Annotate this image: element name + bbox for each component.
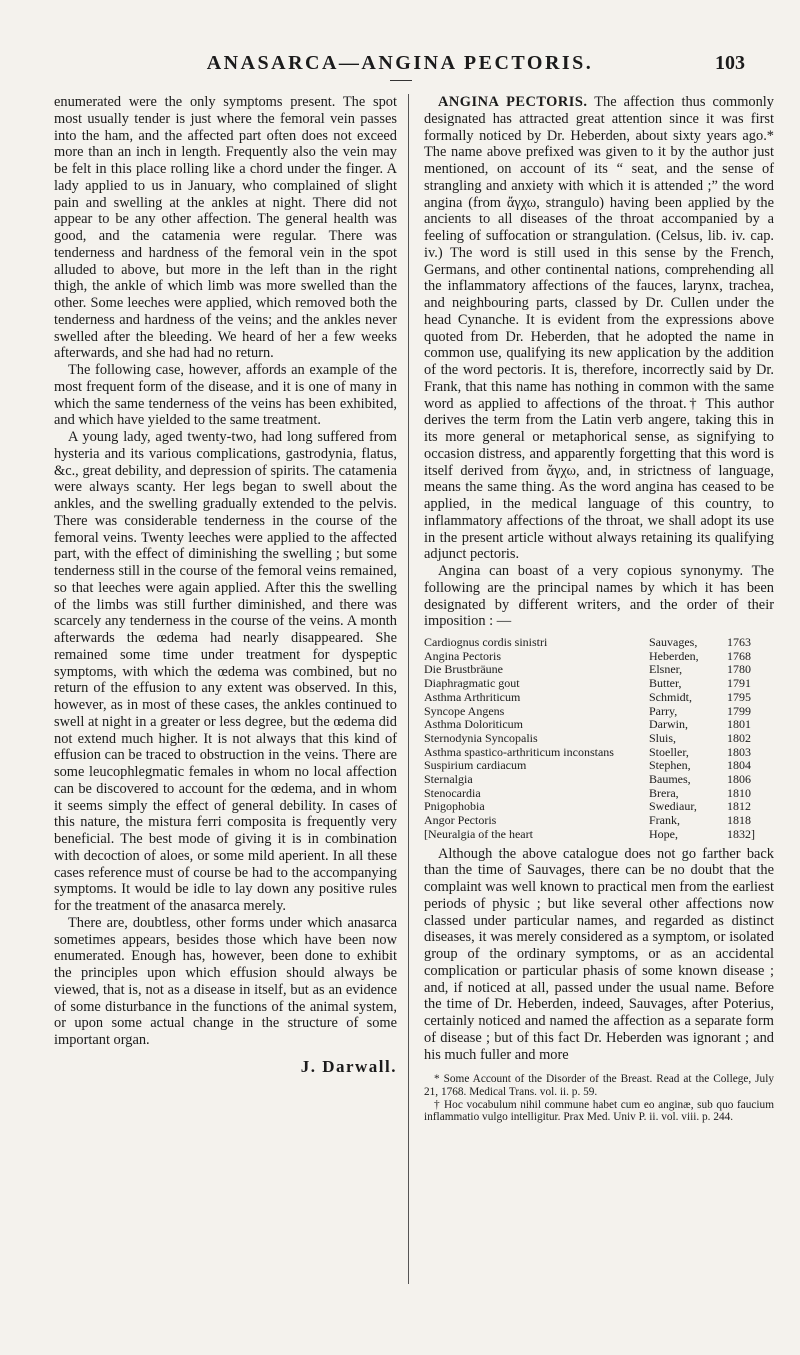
synonym-row (424, 759, 774, 773)
synonym-author: Swediaur, (649, 799, 697, 814)
page-header (0, 52, 800, 82)
running-head: ANASARCA—ANGINA PECTORIS. (206, 52, 594, 74)
synonym-year: 1791 (727, 676, 751, 691)
closing-paragraph: Although the above catalogue does not go farther back than the time of Sauvages, there can be no doubt that the complaint was well known to practical men from the earliest periods of physic ; but like several other affections now classed under particular names, and regarded as distinct diseases, it was merely considered as a symptom, or isolated group of the ordinary symptoms, or as an accidental complication or particular phasis of some known disease ; and, if noticed at all, passed under the usual name. Before the time of Dr. Heberden, indeed, Sauvages, after Poterius, certainly noticed and named the affection as a separate form of disease ; but of this fact Dr. Heberden was ignorant ; and his much fuller and more (424, 845, 774, 1063)
synonym-row (424, 705, 774, 719)
synonym-author: Elsner, (649, 662, 683, 677)
synonym-year: 1780 (727, 662, 751, 677)
left-column (54, 94, 397, 1076)
synonym-term: Sternalgia (424, 772, 473, 787)
header-rule (390, 80, 412, 81)
synonym-year: 1806 (727, 772, 751, 787)
synonym-year: 1812 (727, 799, 751, 814)
synonym-term: Sternodynia Syncopalis (424, 730, 538, 745)
footnote: * Some Account of the Disorder of the Breast. Read at the College, July 21, 1768. Medical Trans. vol. ii. p. 59. (424, 1073, 774, 1098)
synonym-row (424, 800, 774, 814)
synonym-term: Die Brustbräune (424, 662, 503, 677)
synonym-row (424, 691, 774, 705)
intro-text: The affection thus commonly designated has attracted great attention since it was first formally noticed by Dr. Heberden, about sixty years ago.* The name above prefixed was given to it by the author just mentioned, on account of its “ seat, and the sense of strangling and anxiety with which it is attended ;” the word angina (from ἄγχω, strangulo) having been applied by the ancients to all diseases of the throat accompanied by a feeling of suffocation or strangulation. (Celsus, lib. iv. cap. iv.) The word is still used in this sense by the French, Germans, and other continental nations, comprehending all the inflammatory affections of the fauces, larynx, trachea, and neighbouring parts, classed by Dr. Cullen under the head Cynanche. It is evident from the expressions above quoted from Dr. Heberden, that he adopted the name in common use, qualifying its new application by the addition of the word pectoris. It is, therefore, incorrectly said by Dr. Frank, that this name has nothing in common with the same word as applied to affections of the throat.† This author derives the term from the Latin verb angere, taking this in its more general or metaphorical sense, as signifying to occasion distress, and apparently forgetting that this word is itself derived from ἄγχω, and, in strictness of language, means the same thing. As the word angina has ceased to be applied, in the medical language of this country, to inflammatory affections of the throat, we shall adopt its use in the present article without always retaining its qualifying adjunct pectoris. (424, 94, 775, 563)
paragraph: There are, doubtless, other forms under which anasarca sometimes appears, besides those which have been now enumerated. Enough has, however, been done to exhibit the principles upon which effusion should always be viewed, that is, not as a disease in itself, but as an evidence of some disturbance in the functions of the animal system, or upon some actual change in the structure of some important organ. (54, 914, 397, 1048)
synonym-year: 1804 (727, 758, 751, 773)
synonym-year: 1803 (727, 744, 751, 759)
paragraph: A young lady, aged twenty-two, had long suffered from hysteria and its various complications, gastrodynia, flatus, &c., great debility, and depression of spirits. The catamenia were always scanty. Her legs began to swell about the ankles, and the swelling gradually extended to the pelvis. There was considerable tenderness in the course of the femoral veins. Twenty leeches were applied to the affected part, with the effect of diminishing the swelling ; but some tenderness still in the course of the femoral veins remained, so that leeches were again applied. After this the swelling of the limbs was still further diminished, and there was scarcely any tenderness in the course of the veins. A month afterwards the œdema had nearly disappeared. She remained some time under treatment for dyspeptic symptoms, with which the œdema was combined, but no return of the effusion to any extent was observed. In this, however, as in most of these cases, the ankles continued to swell at night in a greater or less degree, but the œdema did not extend much higher. It is not always that this kind of effusion can be traced to obstruction in the veins. There are some leucophlegmatic females in whom no local affection can be discovered to account for the œdema, and in whom it seems simply the effect of general debility. In cases of this nature, the mistura ferri composita is frequently very beneficial. The best mode of giving it is in combination with decoction of aloes, or some mild aperient. In all these cases reference must of course be had to the accompanying symptoms. It would be idle to lay down any positive rules for the treatment of the anasarca merely. (54, 429, 397, 914)
synonym-author: Stoeller, (649, 744, 689, 759)
synonym-row (424, 746, 774, 760)
synonym-row (424, 773, 774, 787)
synonym-term: Cardiognus cordis sinistri (424, 635, 548, 649)
synonym-row (424, 663, 774, 677)
author-signature: J. Darwall. (300, 1056, 397, 1076)
synonym-term: Angor Pectoris (424, 813, 497, 828)
column-divider (408, 94, 409, 1284)
synonym-row (424, 677, 774, 691)
synonym-year: 1763 (727, 635, 751, 649)
synonym-author: Sluis, (649, 730, 677, 745)
synonym-term: Diaphragmatic gout (424, 676, 520, 691)
synonym-author: Sauvages, (649, 635, 698, 649)
synonym-author: Hope, (649, 826, 678, 841)
synonym-year: 1810 (727, 785, 751, 800)
right-column (424, 94, 774, 1124)
synonym-row (424, 814, 774, 828)
synonym-term: Stenocardia (424, 785, 481, 800)
paragraph: The following case, however, affords an example of the most frequent form of the disease, and it is one of many in which the same tenderness of the veins has been exhibited, and which have yielded to the same treatment. (54, 362, 397, 429)
synonym-row (424, 650, 774, 664)
synonym-row (424, 732, 774, 746)
synonym-row (424, 828, 774, 842)
synonym-year: 1799 (727, 703, 751, 718)
synonym-author: Parry, (649, 703, 678, 718)
synonym-author: Butter, (649, 676, 682, 691)
article-intro-paragraph (424, 94, 774, 563)
synonym-year: 1768 (727, 648, 751, 663)
synonym-row (424, 718, 774, 732)
synonym-author: Baumes, (649, 772, 691, 787)
page-number: 103 (715, 52, 745, 74)
synonym-term: Asthma spastico-arthriticum inconstans (424, 744, 614, 759)
synonym-year: 1818 (727, 813, 751, 828)
synonym-author: Darwin, (649, 717, 688, 732)
synonym-term: Asthma Arthriticum (424, 689, 521, 704)
synonym-author: Brera, (649, 785, 679, 800)
synonym-row (424, 787, 774, 801)
synonym-author: Frank, (649, 813, 680, 828)
synonym-year: 1802 (727, 730, 751, 745)
synonym-term: Suspirium cardiacum (424, 758, 527, 773)
synonym-author: Stephen, (649, 758, 691, 773)
footnote: † Hoc vocabulum nihil commune habet cum eo anginæ, sub quo faucium inflammatio vulgo intelligitur. Prax Med. Univ P. ii. vol. viii. p. 244. (424, 1098, 774, 1124)
synonym-term: Syncope Angens (424, 703, 505, 718)
synonym-year: 1801 (727, 717, 751, 732)
synonymy-table (424, 636, 774, 842)
synonym-row (424, 636, 774, 650)
synonym-year: 1832] (727, 826, 755, 841)
synonym-author: Heberden, (649, 648, 699, 663)
synonymy-intro: Angina can boast of a very copious synonymy. The following are the principal names by which it has been designated by different writers, and the order of their imposition : — (424, 563, 774, 630)
synonym-term: Pnigophobia (424, 799, 485, 814)
footnotes (424, 1073, 774, 1124)
synonym-year: 1795 (727, 689, 751, 704)
article-title: ANGINA PECTORIS. (438, 94, 588, 110)
synonym-term: Asthma Doloriticum (424, 717, 523, 732)
synonym-term: [Neuralgia of the heart (424, 826, 533, 841)
paragraph: enumerated were the only symptoms present. The spot most usually tender is just where the femoral vein passes into the ham, and the affected part often does not exceed more than an inch in length. Frequently also the vein may be felt in this place rolling like a chord under the finger. A lady applied to us in January, who complained of slight pain and swelling at the ankles at night. There did not appear to be any other affection. The general health was good, and the catamenia were regular. There was tenderness and hardness of the femoral vein in the spot alluded to above, but more in the left than in the right thigh, the ankle of which limb was more swelled than the other. Some leeches were applied, which removed both the tenderness and hardness of the veins; and the ankles never swelled after the bleeding. We heard of her a few weeks afterwards, and she had had no return. (54, 94, 397, 362)
synonym-author: Schmidt, (649, 689, 693, 704)
synonym-term: Angina Pectoris (424, 648, 501, 663)
